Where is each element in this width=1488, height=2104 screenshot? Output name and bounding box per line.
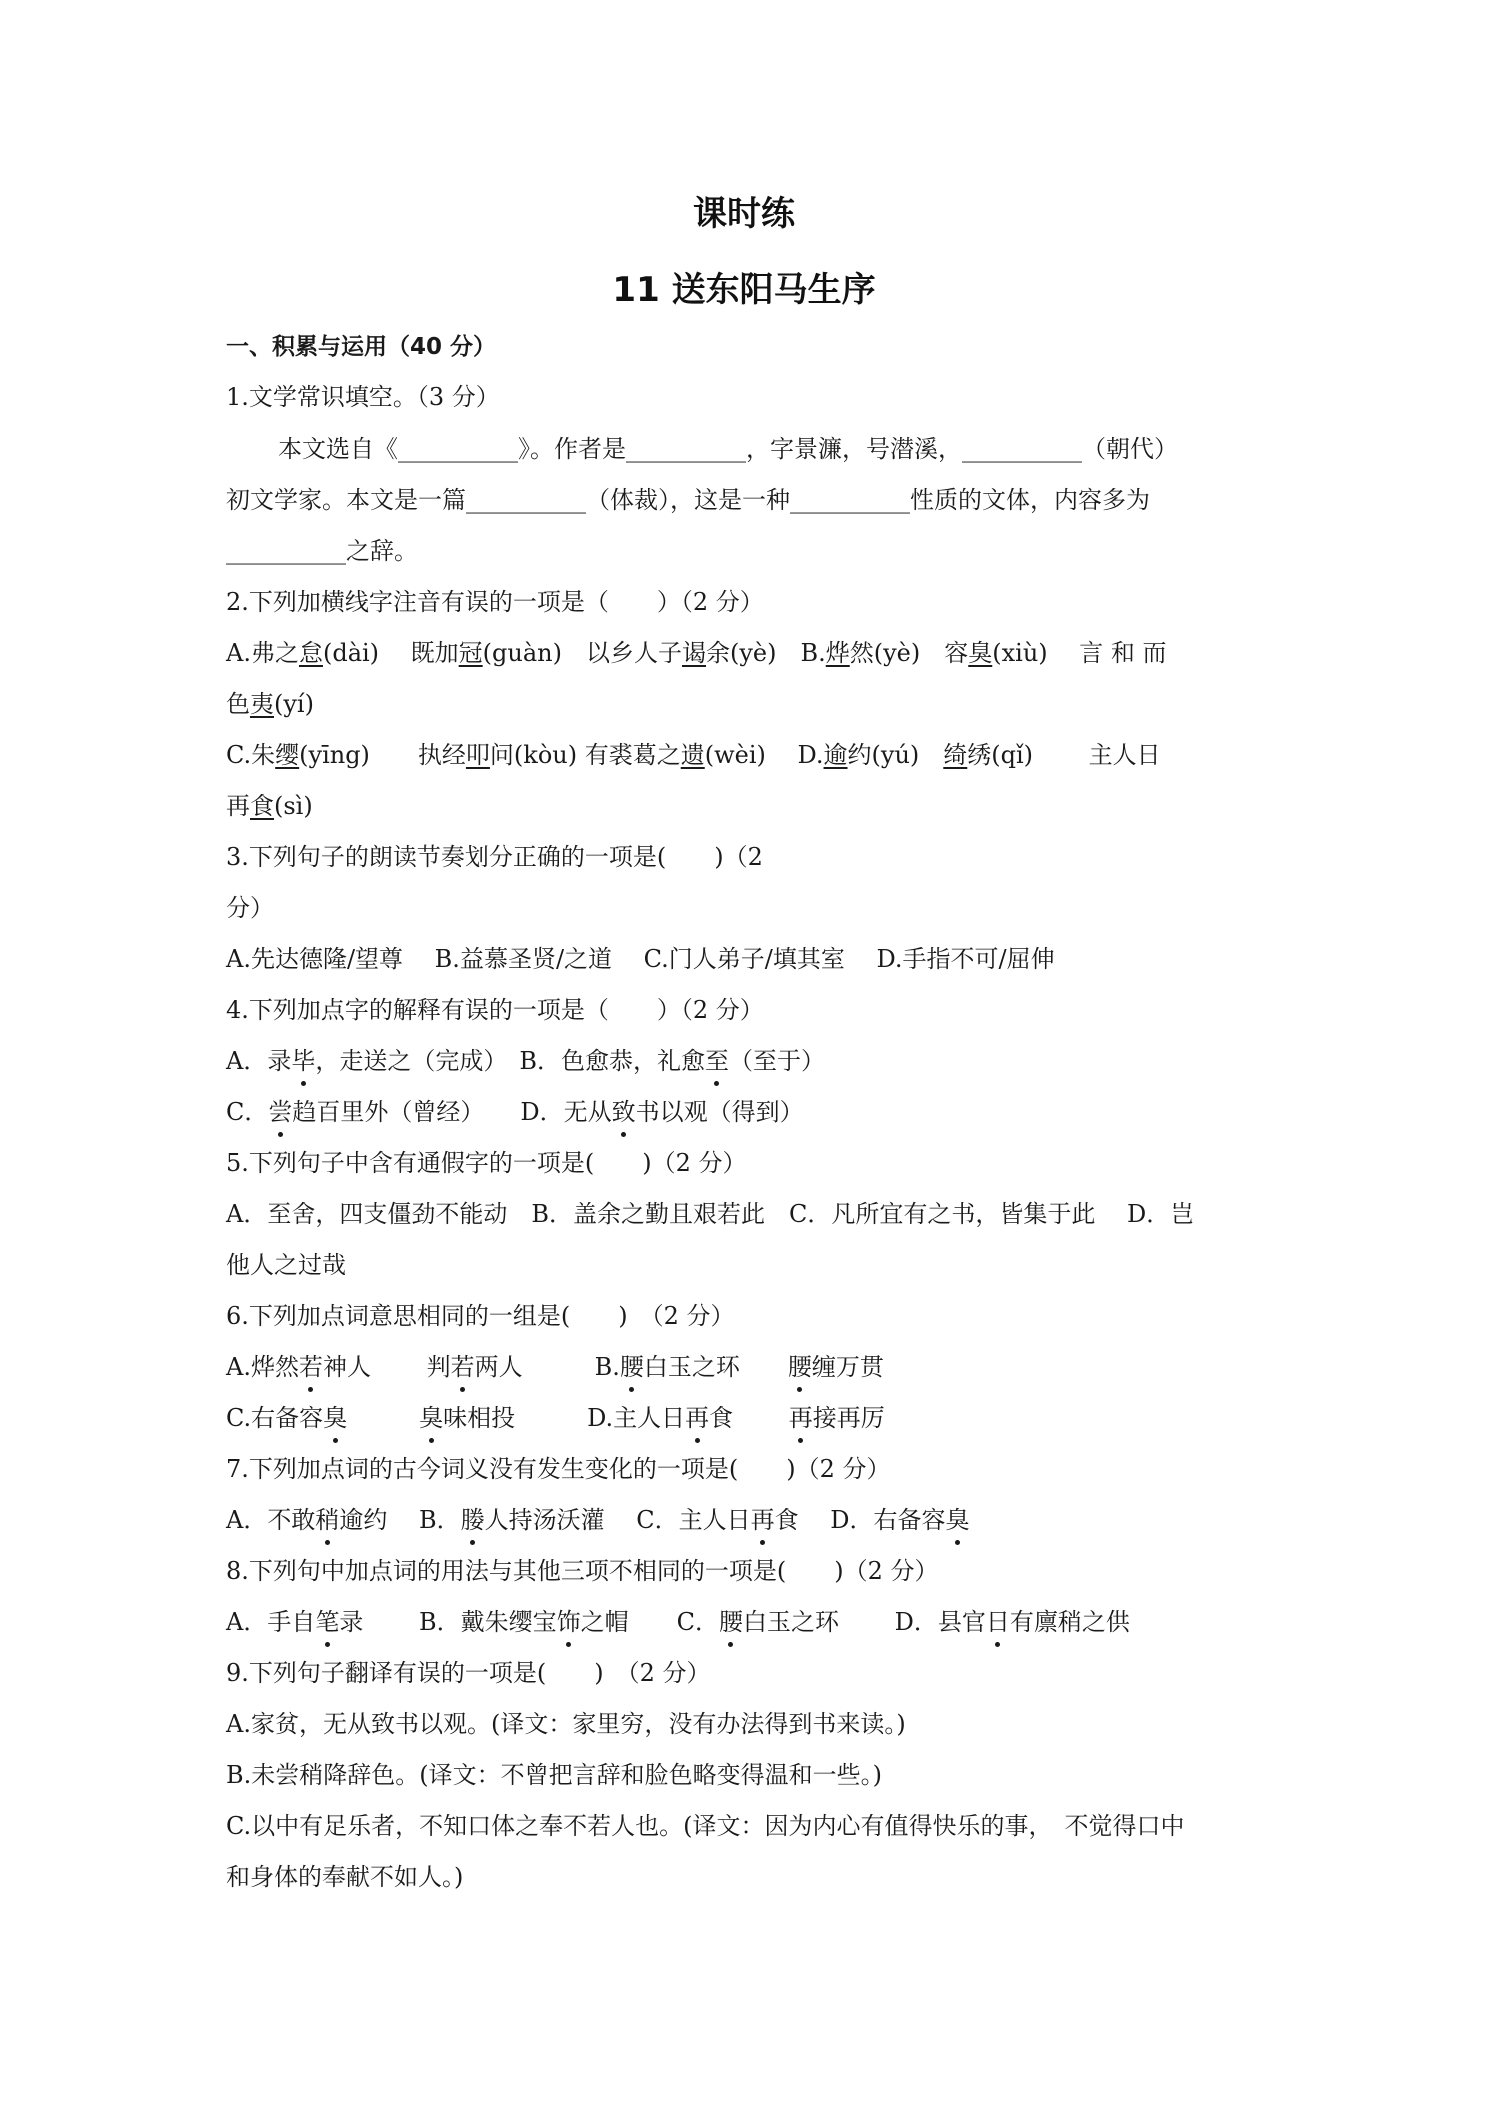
question-4-options-line-1: A．录毕，走送之（完成） B．色愈恭，礼愈至（至于） (226, 1044, 1271, 1078)
question-2-options-line-1: A.弗之怠(dài) 既加冠(guàn) 以乡人子谒余(yè) B.烨然(yè) 容臭(xiù) 言 和 而 (226, 639, 1167, 667)
question-1-stem: 1.文学常识填空。（3 分） (226, 383, 500, 411)
page-title: 课时练 (693, 194, 795, 234)
question-3-stem: 3.下列句子的朗读节奏划分正确的一项是( )（2 (226, 843, 763, 871)
question-9-stem: 9.下列句子翻译有误的一项是( ) （2 分） (226, 1659, 711, 1687)
question-9-option-c-continued: 和身体的奉献不如人。) (226, 1863, 464, 1891)
section-heading: 一、积累与运用（40 分） (226, 334, 497, 360)
question-6-options-line-1: A.烨然若神人 判若两人 B.腰白玉之环 腰缠万贯 (226, 1350, 1271, 1384)
question-3-options: A.先达德隆/望尊 B.益慕圣贤/之道 C.门人弟子/填其室 D.手指不可/屈伸 (226, 945, 1055, 973)
question-6-stem: 6.下列加点词意思相同的一组是( ) （2 分） (226, 1302, 735, 1330)
question-9-option-c: C.以中有足乐者，不知口体之奉不若人也。(译文：因为内心有值得快乐的事， 不觉得口中 (226, 1812, 1185, 1840)
question-1-line-1: 本文选自《__________》。作者是__________，字景濂，号潜溪，__________（朝代） (278, 435, 1178, 463)
question-9-option-b: B.未尝稍降辞色。(译文：不曾把言辞和脸色略变得温和一些。) (226, 1761, 882, 1789)
question-3-stem-continued: 分） (226, 894, 274, 922)
question-2-options-line-2: 色夷(yí) (226, 690, 314, 718)
question-4-stem: 4.下列加点字的解释有误的一项是（ ）（2 分） (226, 996, 764, 1024)
question-5-stem: 5.下列句子中含有通假字的一项是( )（2 分） (226, 1149, 747, 1177)
question-7-stem: 7.下列加点词的古今词义没有发生变化的一项是( )（2 分） (226, 1455, 891, 1483)
question-2-stem: 2.下列加横线字注音有误的一项是（ ）（2 分） (226, 588, 764, 616)
question-7-options: A．不敢稍逾约 B．媵人持汤沃灌 C．主人日再食 D．右备容臭 (226, 1503, 1271, 1537)
question-1-line-2: 初文学家。本文是一篇__________（体裁），这是一种__________性质的文体，内容多为 (226, 486, 1150, 514)
question-1-line-3: __________之辞。 (226, 537, 418, 565)
question-8-stem: 8.下列句中加点词的用法与其他三项不相同的一项是( )（2 分） (226, 1557, 939, 1585)
question-2-options-line-4: 再食(sì) (226, 792, 313, 820)
lesson-title: 11 送东阳马生序 (612, 270, 876, 310)
question-2-options-line-3: C.朱缨(yīng) 执经叩问(kòu) 有裘葛之遗(wèi) D.逾约(yú) 绮绣(qǐ) 主人日 (226, 741, 1161, 769)
question-4-options-line-2: C．尝趋百里外（曾经） D．无从致书以观（得到） (226, 1095, 1271, 1129)
question-6-options-line-2: C.右备容臭 臭味相投 D.主人日再食 再接再厉 (226, 1401, 1271, 1435)
question-5-options-line-2: 他人之过哉 (226, 1251, 346, 1279)
question-9-option-a: A.家贫，无从致书以观。(译文：家里穷，没有办法得到书来读。) (226, 1710, 906, 1738)
question-5-options-line-1: A．至舍，四支僵劲不能动 B．盖余之勤且艰若此 C．凡所宜有之书，皆集于此 D．岂 (226, 1200, 1195, 1228)
question-8-options: A．手自笔录 B．戴朱缨宝饰之帽 C．腰白玉之环 D．县官日有廪稍之供 (226, 1605, 1271, 1639)
